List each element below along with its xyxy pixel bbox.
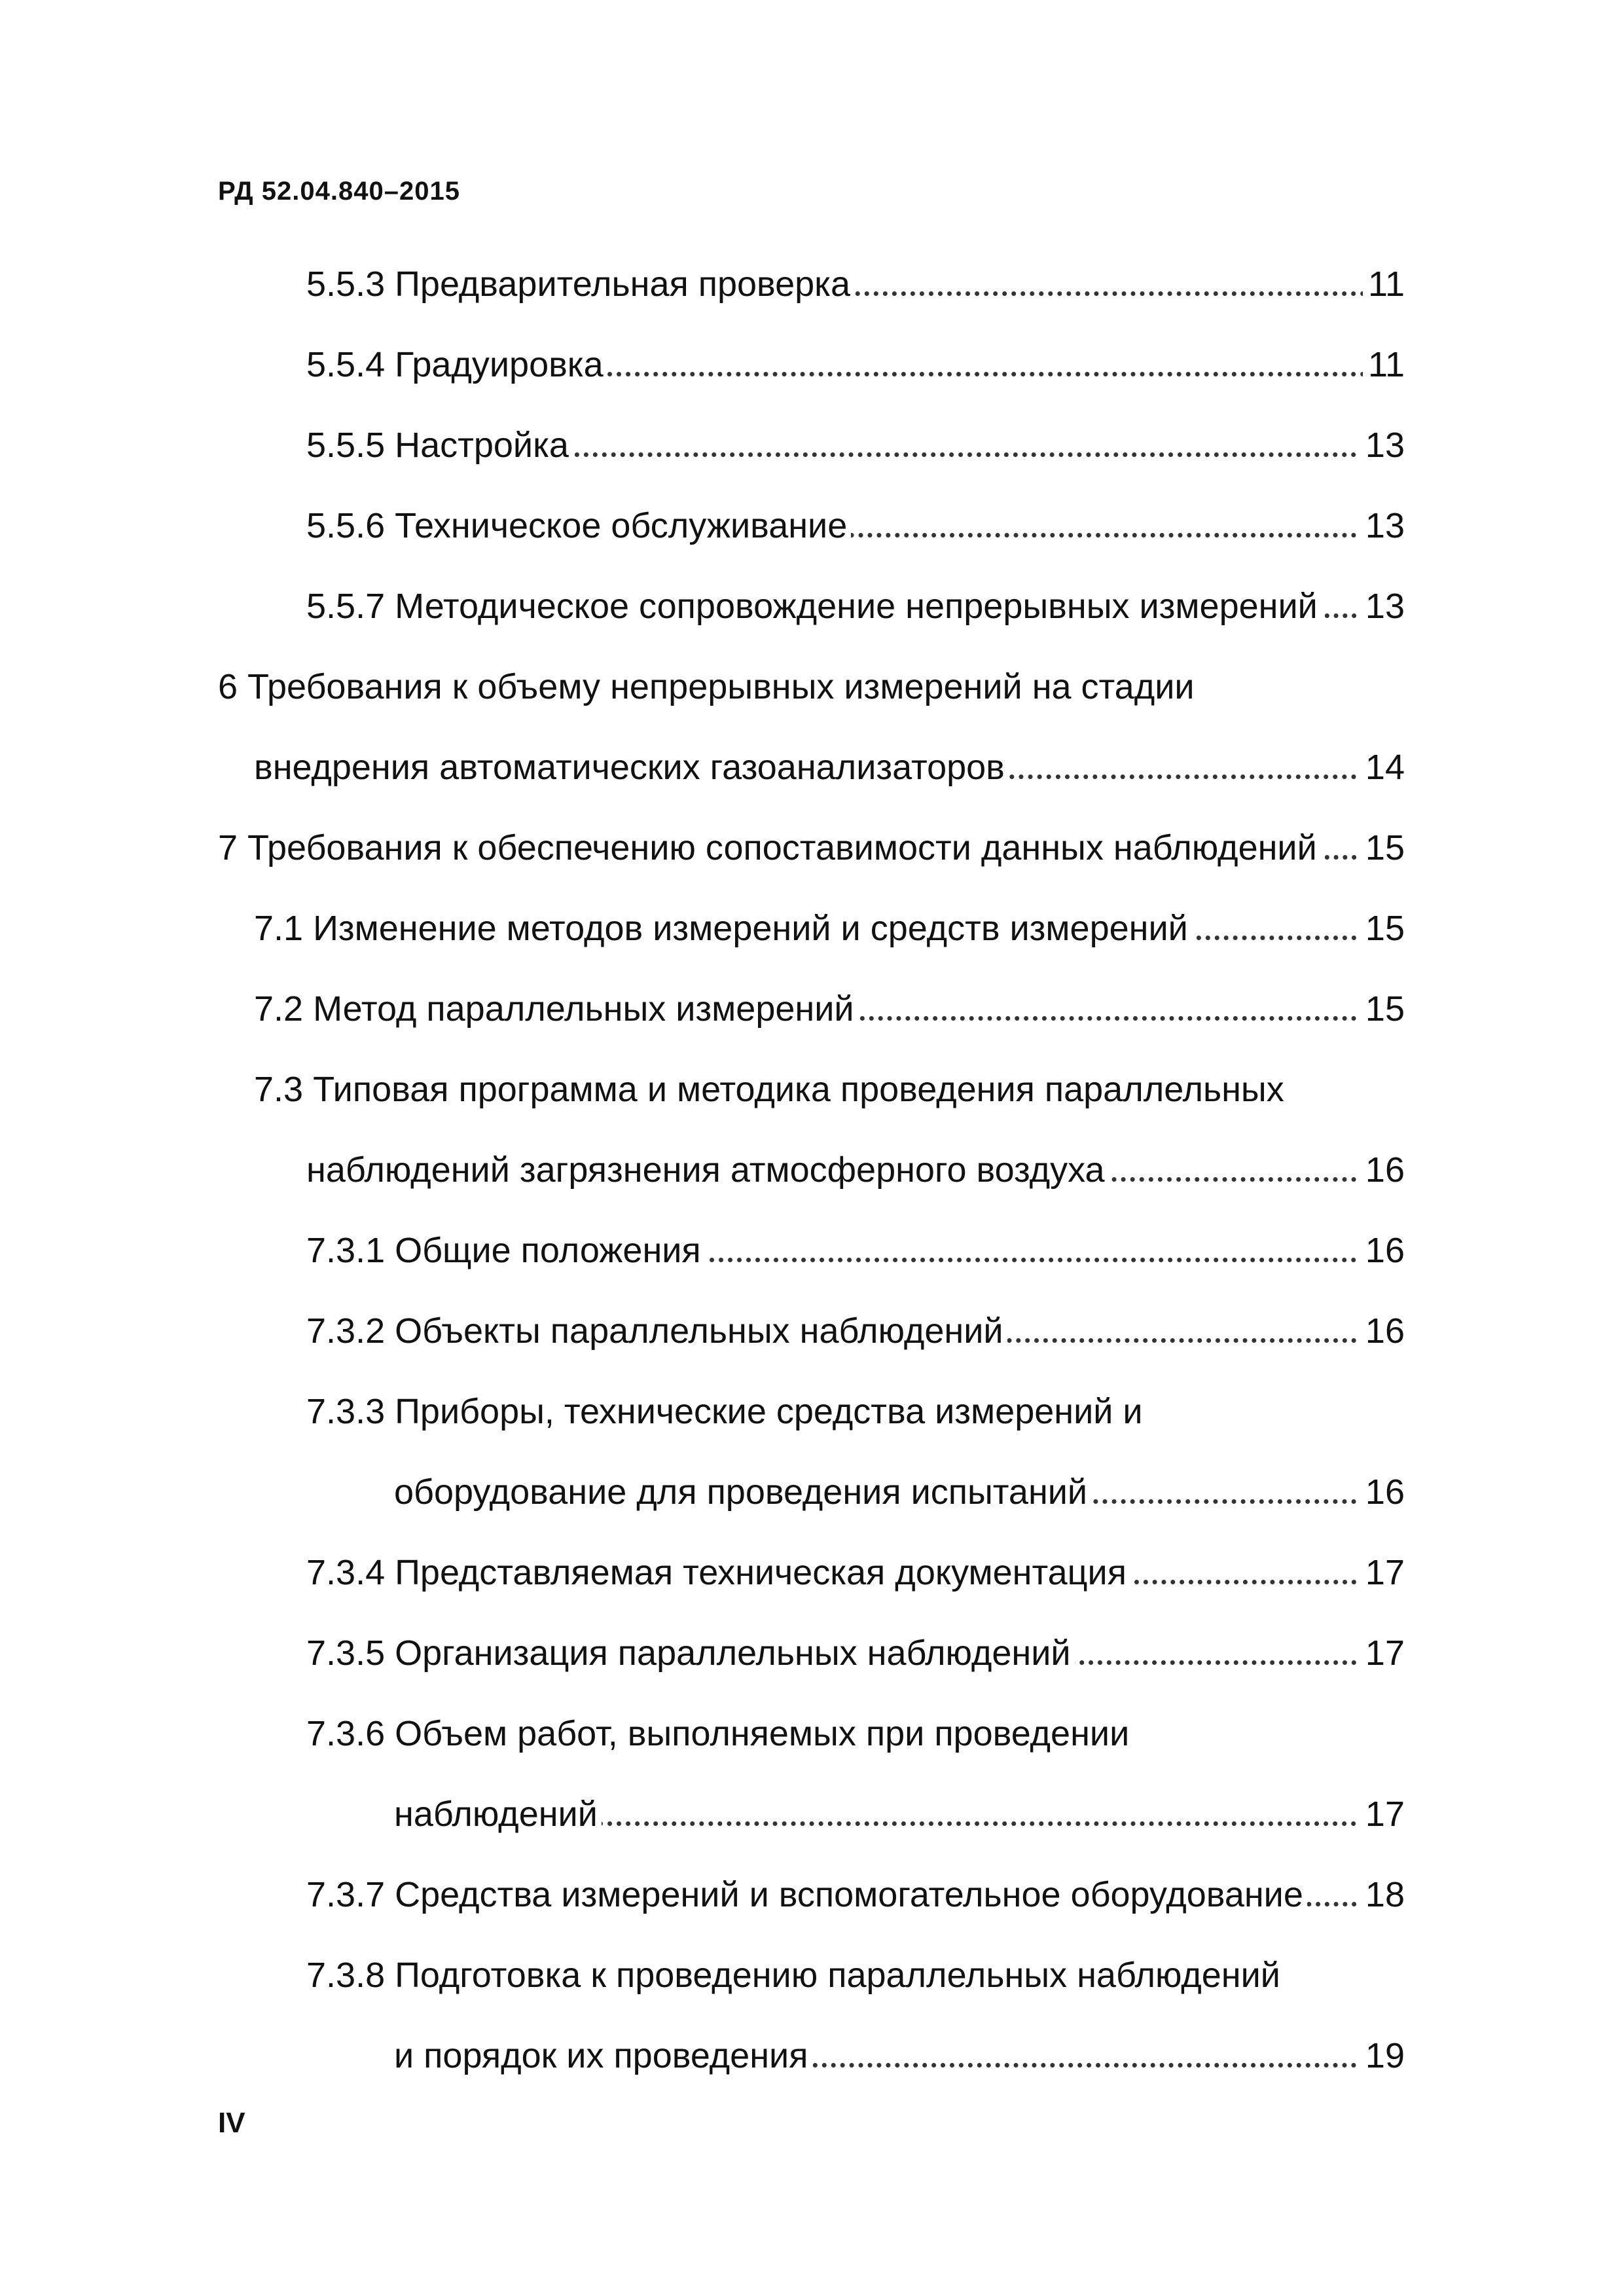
document-code-header: РД 52.04.840–2015 xyxy=(218,177,460,206)
toc-entry[interactable] xyxy=(0,340,1624,389)
page-number-footer: IV xyxy=(218,2107,245,2139)
toc-entry-title: 6 Требования к объему непрерывных измерений на стадии xyxy=(218,663,1199,711)
toc-entry-title: 7.3.4 Представляемая техническая документация xyxy=(306,1548,1130,1597)
toc-dot-leader xyxy=(556,447,1365,457)
toc-dot-leader xyxy=(589,1816,1365,1826)
toc-entry-page: 15 xyxy=(1360,824,1405,872)
toc-entry[interactable] xyxy=(0,1548,1624,1597)
toc-entry-page: 17 xyxy=(1360,1548,1405,1597)
toc-entry-title: 7.3.2 Объекты параллельных наблюдений xyxy=(306,1307,1007,1355)
toc-entry-title: 7.1 Изменение методов измерений и средств измерений xyxy=(254,904,1192,953)
toc-entry-title: 7.3.8 Подготовка к проведению параллельных наблюдений xyxy=(306,1951,1284,1999)
toc-entry-title: 7.3.6 Объем работ, выполняемых при проведении xyxy=(306,1709,1133,1758)
toc-dot-leader xyxy=(851,1011,1365,1021)
toc-entry-title: 7.3.7 Средства измерений и вспомогательное оборудование xyxy=(306,1870,1307,1919)
toc-entry-title: 7.3.1 Общие положения xyxy=(306,1226,705,1275)
toc-entry-page: 11 xyxy=(1363,340,1405,389)
toc-entry-page: 16 xyxy=(1360,1146,1405,1194)
toc-dot-leader xyxy=(589,367,1365,376)
toc-entry-first-line[interactable] xyxy=(0,663,1624,711)
toc-entry-title: 5.5.4 Градуировка xyxy=(306,340,607,389)
toc-entry-page: 14 xyxy=(1360,743,1405,792)
toc-entry-title: 5.5.5 Настройка xyxy=(306,421,573,469)
toc-dot-leader xyxy=(1178,930,1365,940)
toc-entry-page: 13 xyxy=(1360,421,1405,469)
toc-entry-page: 16 xyxy=(1360,1226,1405,1275)
toc-entry[interactable] xyxy=(0,1870,1624,1919)
toc-entry-continuation[interactable] xyxy=(0,743,1624,792)
toc-entry[interactable] xyxy=(0,1307,1624,1355)
toc-entry[interactable] xyxy=(0,1629,1624,1677)
toc-entry-continuation[interactable] xyxy=(0,2032,1624,2080)
toc-entry[interactable] xyxy=(0,904,1624,953)
toc-entry-title: 7.3.5 Организация параллельных наблюдений xyxy=(306,1629,1075,1677)
toc-dot-leader xyxy=(1034,1655,1365,1665)
toc-entry-title-continuation: наблюдений загрязнения атмосферного воздуха xyxy=(306,1146,1109,1194)
toc-dot-leader xyxy=(1047,1494,1365,1504)
toc-entry-page: 16 xyxy=(1360,1468,1405,1516)
toc-entry-title: 7.3 Типовая программа и методика проведения параллельных xyxy=(254,1065,1288,1114)
toc-entry-title-continuation: и порядок их проведения xyxy=(394,2032,812,2080)
toc-entry[interactable] xyxy=(0,824,1624,872)
toc-entry-title: 7 Требования к обеспечению сопоставимости данных наблюдений xyxy=(218,824,1321,872)
toc-dot-leader xyxy=(655,1252,1365,1262)
toc-entry-page: 19 xyxy=(1360,2032,1405,2080)
toc-entry-title-continuation: наблюдений xyxy=(394,1790,602,1838)
toc-dot-leader xyxy=(785,528,1365,538)
toc-entry-continuation[interactable] xyxy=(0,1468,1624,1516)
toc-entry-continuation[interactable] xyxy=(0,1146,1624,1194)
toc-entry-first-line[interactable] xyxy=(0,1709,1624,1758)
toc-entry[interactable] xyxy=(0,260,1624,308)
toc-entry[interactable] xyxy=(0,985,1624,1033)
toc-entry-page: 16 xyxy=(1360,1307,1405,1355)
toc-entry[interactable] xyxy=(0,421,1624,469)
toc-entry-page: 18 xyxy=(1360,1870,1405,1919)
toc-entry-title: 7.2 Метод параллельных измерений xyxy=(254,985,858,1033)
toc-entry-page: 15 xyxy=(1360,985,1405,1033)
toc-entry[interactable] xyxy=(0,501,1624,550)
toc-entry-title: 5.5.3 Предварительная проверка xyxy=(306,260,854,308)
toc-entry-title: 7.3.3 Приборы, технические средства измерений и xyxy=(306,1387,1147,1436)
toc-entry-first-line[interactable] xyxy=(0,1065,1624,1114)
toc-entry-first-line[interactable] xyxy=(0,1387,1624,1436)
toc-entry-title-continuation: оборудование для проведения испытаний xyxy=(394,1468,1091,1516)
toc-dot-leader xyxy=(982,769,1365,779)
toc-entry-title: 5.5.7 Методическое сопровождение непрерывных измерений xyxy=(306,582,1322,630)
toc-dot-leader xyxy=(785,2058,1365,2068)
toc-entry-page: 15 xyxy=(1360,904,1405,953)
toc-entry-first-line[interactable] xyxy=(0,1951,1624,1999)
toc-entry[interactable] xyxy=(0,582,1624,630)
toc-entry-page: 17 xyxy=(1360,1790,1405,1838)
toc-entry-page: 17 xyxy=(1360,1629,1405,1677)
toc-entry-page: 13 xyxy=(1360,582,1405,630)
toc-entry-page: 13 xyxy=(1360,501,1405,550)
toc-entry[interactable] xyxy=(0,1226,1624,1275)
toc-entry-title-continuation: внедрения автоматических газоанализаторов xyxy=(254,743,1009,792)
toc-entry-page: 11 xyxy=(1363,260,1405,308)
toc-entry-continuation[interactable] xyxy=(0,1790,1624,1838)
toc-entry-title: 5.5.6 Техническое обслуживание xyxy=(306,501,851,550)
